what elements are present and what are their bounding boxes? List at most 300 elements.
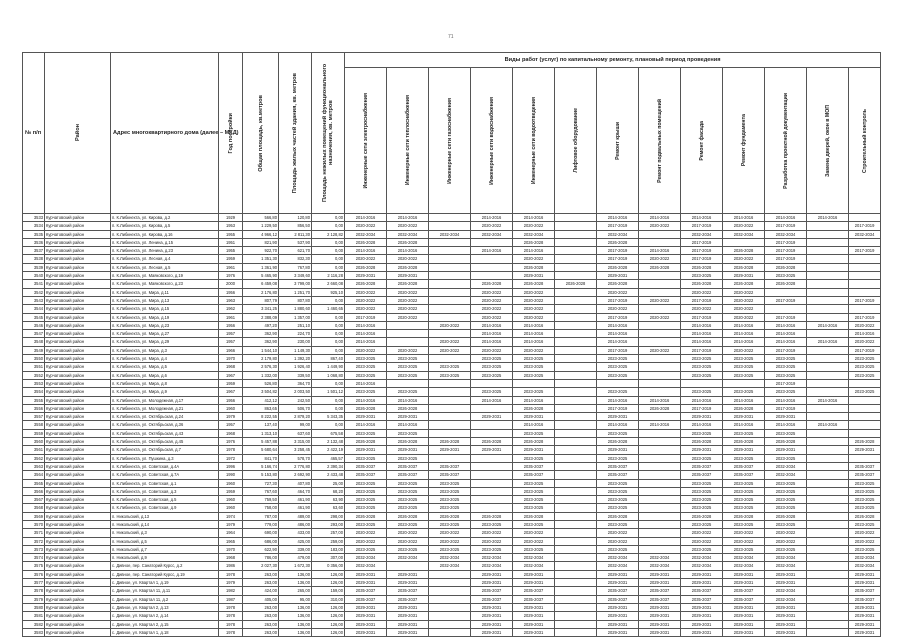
total-area-cell: 767,60: [243, 487, 279, 495]
work-period-cell: [429, 313, 471, 321]
work-period-cell: [807, 404, 849, 412]
living-area-cell: 479,00: [279, 554, 312, 562]
work-period-cell: 2026-2028: [681, 438, 723, 446]
district-cell: Курчатовский район: [45, 612, 111, 620]
capital-repair-table: [22, 52, 881, 637]
work-period-cell: [429, 570, 471, 578]
year-cell: 1959: [219, 255, 243, 263]
work-period-cell: 2029-2031: [471, 620, 513, 628]
total-area-cell: 566,80: [243, 214, 279, 222]
work-period-cell: 2026-2028: [345, 238, 387, 246]
work-period-cell: [471, 421, 513, 429]
row-number: 3560: [23, 438, 45, 446]
work-period-cell: 2032-2034: [723, 230, 765, 238]
work-period-cell: [555, 562, 597, 570]
work-period-cell: [807, 587, 849, 595]
living-area-cell: 3 258,45: [279, 446, 312, 454]
work-period-cell: 2035-2037: [849, 595, 881, 603]
work-period-cell: 2020-2022: [345, 529, 387, 537]
work-period-cell: [555, 288, 597, 296]
work-period-cell: 2017-2019: [597, 222, 639, 230]
row-number: 3573: [23, 545, 45, 553]
living-area-cell: 242,50: [279, 396, 312, 404]
work-period-cell: 2029-2031: [345, 272, 387, 280]
work-period-cell: 2029-2031: [387, 446, 429, 454]
work-period-cell: [807, 454, 849, 462]
work-period-cell: [555, 595, 597, 603]
nonliving-area-cell: 1 501,12: [312, 388, 345, 396]
work-period-cell: 2023-2025: [513, 363, 555, 371]
nonliving-area-cell: 0,00: [312, 255, 345, 263]
work-period-cell: 2023-2025: [681, 371, 723, 379]
work-period-cell: 2023-2025: [429, 371, 471, 379]
work-period-cell: [555, 313, 597, 321]
year-cell: 1960: [219, 504, 243, 512]
work-period-cell: [849, 272, 881, 280]
work-period-cell: [807, 471, 849, 479]
work-period-cell: 2035-2037: [681, 587, 723, 595]
nonliving-area-cell: 0,00: [312, 247, 345, 255]
district-cell: Курчатовский район: [45, 496, 111, 504]
work-period-cell: [807, 620, 849, 628]
work-period-cell: 2020-2022: [471, 537, 513, 545]
work-period-cell: 2017-2019: [849, 313, 881, 321]
nonliving-area-cell: 126,00: [312, 603, 345, 611]
work-period-cell: [807, 305, 849, 313]
work-period-cell: 2026-2028: [429, 512, 471, 520]
work-period-cell: 2023-2025: [387, 454, 429, 462]
work-period-cell: 2035-2037: [597, 471, 639, 479]
header-work-5: Лифтовое оборудование: [555, 68, 597, 214]
work-period-cell: 2029-2031: [681, 620, 723, 628]
work-period-cell: 2032-2034: [639, 554, 681, 562]
work-period-cell: 2020-2022: [639, 346, 681, 354]
work-period-cell: [429, 595, 471, 603]
year-cell: 1982: [219, 587, 243, 595]
work-period-cell: 2032-2034: [681, 562, 723, 570]
total-area-cell: 6 459,08: [243, 280, 279, 288]
work-period-cell: 2029-2031: [471, 612, 513, 620]
work-period-cell: 2026-2028: [597, 438, 639, 446]
nonliving-area-cell: 126,00: [312, 579, 345, 587]
work-period-cell: 2020-2022: [387, 296, 429, 304]
work-period-cell: [387, 330, 429, 338]
total-area-cell: 424,00: [243, 587, 279, 595]
table-row: [23, 280, 881, 288]
work-period-cell: 2023-2025: [765, 388, 807, 396]
work-period-cell: 2020-2022: [723, 313, 765, 321]
work-period-cell: [723, 379, 765, 387]
year-cell: 1951: [219, 238, 243, 246]
work-period-cell: 2020-2022: [345, 222, 387, 230]
work-period-cell: 2020-2022: [471, 305, 513, 313]
row-number: 3543: [23, 296, 45, 304]
total-area-cell: 362,90: [243, 330, 279, 338]
address-cell: п. К.Либкнехта, ул. Мира, д.3: [111, 346, 219, 354]
year-cell: 1964: [219, 529, 243, 537]
work-period-cell: 2020-2022: [387, 222, 429, 230]
work-period-cell: 2026-2028: [723, 280, 765, 288]
table-row: [23, 620, 881, 628]
address-cell: п. К.Либкнехта, ул. Мира, д.5: [111, 363, 219, 371]
table-row: [23, 379, 881, 387]
year-cell: 1979: [219, 579, 243, 587]
nonliving-area-cell: 0 356,00: [312, 562, 345, 570]
work-period-cell: 2020-2022: [471, 296, 513, 304]
work-period-cell: 2026-2028: [513, 404, 555, 412]
work-period-cell: 2032-2034: [765, 554, 807, 562]
work-period-cell: [555, 214, 597, 222]
work-period-cell: 2026-2028: [723, 263, 765, 271]
work-period-cell: 2026-2028: [765, 280, 807, 288]
work-period-cell: 2017-2019: [849, 222, 881, 230]
work-period-cell: 2029-2031: [345, 413, 387, 421]
work-period-cell: [639, 230, 681, 238]
year-cell: 1978: [219, 446, 243, 454]
address-cell: п. К.Либкнехта, ул. Советская, д.9: [111, 504, 219, 512]
address-cell: п. К.Либкнехта, ул. Лесная, д.5: [111, 263, 219, 271]
work-period-cell: 2023-2025: [849, 371, 881, 379]
header-work-6: Ремонт крыши: [597, 68, 639, 214]
work-period-cell: [555, 603, 597, 611]
work-period-cell: [429, 214, 471, 222]
work-period-cell: [639, 529, 681, 537]
total-area-cell: 3 504,82: [243, 388, 279, 396]
row-number: 3548: [23, 338, 45, 346]
row-number: 3580: [23, 603, 45, 611]
work-period-cell: 2026-2028: [639, 263, 681, 271]
work-period-cell: 2029-2031: [597, 579, 639, 587]
work-period-cell: 2014-2016: [345, 214, 387, 222]
living-area-cell: 265,00: [279, 587, 312, 595]
district-cell: Курчатовский район: [45, 388, 111, 396]
work-period-cell: 2035-2037: [849, 587, 881, 595]
row-number: 3533: [23, 214, 45, 222]
work-period-cell: 2014-2016: [681, 338, 723, 346]
year-cell: 1987: [219, 595, 243, 603]
work-period-cell: 2014-2016: [639, 214, 681, 222]
work-period-cell: 2017-2019: [681, 247, 723, 255]
work-period-cell: 2029-2031: [681, 612, 723, 620]
work-period-cell: 2029-2031: [765, 603, 807, 611]
header-total-area: Общая площадь, кв.метров: [243, 53, 279, 214]
address-cell: п. К.Либкнехта, ул. Советская, д.3: [111, 487, 219, 495]
address-cell: п. К.Либкнехта, ул. Пушкина, д.3: [111, 454, 219, 462]
work-period-cell: [807, 545, 849, 553]
work-period-cell: 2020-2022: [471, 222, 513, 230]
work-period-cell: [429, 404, 471, 412]
work-period-cell: 2026-2028: [765, 512, 807, 520]
work-period-cell: 2014-2016: [807, 396, 849, 404]
header-living-area: Площадь жилых частей здания, кв. метров: [279, 53, 312, 214]
table-row: [23, 429, 881, 437]
nonliving-area-cell: 0,00: [312, 296, 345, 304]
work-period-cell: [555, 529, 597, 537]
row-number: 3539: [23, 263, 45, 271]
row-number: 3540: [23, 272, 45, 280]
work-period-cell: 2035-2037: [723, 471, 765, 479]
address-cell: п. Никольский, д.3: [111, 529, 219, 537]
work-period-cell: 2014-2016: [597, 330, 639, 338]
work-period-cell: [555, 462, 597, 470]
work-period-cell: 2014-2016: [471, 321, 513, 329]
work-period-cell: [807, 512, 849, 520]
work-period-cell: [807, 603, 849, 611]
work-period-cell: 2023-2025: [387, 355, 429, 363]
table-row: [23, 603, 881, 611]
work-period-cell: [555, 496, 597, 504]
work-period-cell: [471, 487, 513, 495]
work-period-cell: 2020-2022: [681, 305, 723, 313]
work-period-cell: [555, 587, 597, 595]
work-period-cell: 2026-2028: [723, 404, 765, 412]
header-address: Адрес многоквартирного дома (далее – МКД): [111, 53, 219, 214]
table-row: [23, 579, 881, 587]
work-period-cell: [555, 247, 597, 255]
table-row: [23, 446, 881, 454]
work-period-cell: 2014-2016: [597, 338, 639, 346]
total-area-cell: 1 313,10: [243, 429, 279, 437]
total-area-cell: 137,40: [243, 421, 279, 429]
row-number: 3579: [23, 595, 45, 603]
table-row: [23, 554, 881, 562]
work-period-cell: 2014-2016: [807, 421, 849, 429]
work-period-cell: 2014-2016: [471, 338, 513, 346]
work-period-cell: 2035-2037: [513, 595, 555, 603]
work-period-cell: 2017-2019: [681, 346, 723, 354]
work-period-cell: 2014-2016: [471, 214, 513, 222]
work-period-cell: 2029-2031: [849, 579, 881, 587]
work-period-cell: 2026-2028: [723, 512, 765, 520]
work-period-cell: [807, 529, 849, 537]
work-period-cell: 2029-2031: [513, 413, 555, 421]
work-period-cell: 2035-2037: [597, 462, 639, 470]
work-period-cell: 2014-2016: [471, 247, 513, 255]
work-period-cell: 2014-2016: [597, 214, 639, 222]
year-cell: 1962: [219, 305, 243, 313]
work-period-cell: [555, 338, 597, 346]
year-cell: 1957: [219, 338, 243, 346]
work-period-cell: 2026-2028: [849, 512, 881, 520]
row-number: 3552: [23, 371, 45, 379]
year-cell: 1963: [219, 296, 243, 304]
work-period-cell: 2020-2022: [723, 222, 765, 230]
work-period-cell: 2014-2016: [471, 396, 513, 404]
year-cell: 2000: [219, 280, 243, 288]
work-period-cell: 2023-2025: [513, 371, 555, 379]
work-period-cell: [639, 288, 681, 296]
work-period-cell: [555, 396, 597, 404]
work-period-cell: 2014-2016: [387, 247, 429, 255]
row-number: 3551: [23, 363, 45, 371]
year-cell: 1986: [219, 562, 243, 570]
table-row: [23, 537, 881, 545]
district-cell: Курчатовский район: [45, 396, 111, 404]
row-number: 3578: [23, 587, 45, 595]
total-area-cell: 263,00: [243, 628, 279, 636]
address-cell: с. Дивное, ул. Квартал 2, д.13: [111, 603, 219, 611]
work-period-cell: 2020-2022: [513, 537, 555, 545]
work-period-cell: 2029-2031: [849, 612, 881, 620]
work-period-cell: 2029-2031: [471, 446, 513, 454]
work-period-cell: 2032-2034: [345, 230, 387, 238]
work-period-cell: 2017-2019: [597, 346, 639, 354]
nonliving-area-cell: 0,00: [312, 214, 345, 222]
work-period-cell: [639, 238, 681, 246]
nonliving-area-cell: 126,00: [312, 620, 345, 628]
work-period-cell: 2020-2022: [639, 255, 681, 263]
work-period-cell: [555, 570, 597, 578]
total-area-cell: 263,00: [243, 579, 279, 587]
row-number: 3572: [23, 537, 45, 545]
work-period-cell: 2029-2031: [849, 620, 881, 628]
work-period-cell: 2023-2025: [765, 272, 807, 280]
total-area-cell: 807,79: [243, 296, 279, 304]
work-period-cell: 2032-2034: [681, 554, 723, 562]
work-period-cell: [555, 537, 597, 545]
work-period-cell: 2026-2028: [597, 263, 639, 271]
work-period-cell: 2014-2016: [765, 338, 807, 346]
table-row: [23, 438, 881, 446]
address-cell: п. К.Либкнехта, ул. Октябрьская, д.45: [111, 438, 219, 446]
table-row: [23, 346, 881, 354]
work-period-cell: [429, 222, 471, 230]
address-cell: п. К.Либкнехта, ул. Мира, д.11: [111, 288, 219, 296]
work-period-cell: 2032-2034: [597, 230, 639, 238]
nonliving-area-cell: 2 390,34: [312, 462, 345, 470]
row-number: 3575: [23, 562, 45, 570]
work-period-cell: 2020-2022: [765, 529, 807, 537]
year-cell: 1972: [219, 454, 243, 462]
work-period-cell: 2020-2022: [345, 288, 387, 296]
total-area-cell: 362,90: [243, 338, 279, 346]
work-period-cell: 2020-2022: [639, 313, 681, 321]
work-period-cell: 2032-2034: [639, 562, 681, 570]
work-period-cell: 2014-2016: [345, 421, 387, 429]
work-period-cell: 2023-2025: [681, 363, 723, 371]
work-period-cell: 2023-2025: [849, 545, 881, 553]
work-period-cell: [429, 587, 471, 595]
work-period-cell: [471, 263, 513, 271]
work-period-cell: [555, 371, 597, 379]
nonliving-area-cell: 2 433,48: [312, 471, 345, 479]
total-area-cell: 497,20: [243, 321, 279, 329]
work-period-cell: [429, 620, 471, 628]
work-period-cell: 2023-2025: [387, 363, 429, 371]
work-period-cell: 2023-2025: [387, 496, 429, 504]
table-row: [23, 462, 881, 470]
work-period-cell: 2023-2025: [723, 496, 765, 504]
work-period-cell: [849, 454, 881, 462]
work-period-cell: 2026-2028: [513, 438, 555, 446]
table-row: [23, 595, 881, 603]
district-cell: Курчатовский район: [45, 512, 111, 520]
work-period-cell: 2017-2019: [765, 313, 807, 321]
repair-schedule-table: [22, 52, 881, 637]
work-period-cell: [639, 487, 681, 495]
district-cell: Курчатовский район: [45, 305, 111, 313]
work-period-cell: 2023-2025: [597, 479, 639, 487]
living-area-cell: 486,00: [279, 520, 312, 528]
work-period-cell: 2023-2025: [513, 496, 555, 504]
work-period-cell: [807, 479, 849, 487]
nonliving-area-cell: 0,00: [312, 238, 345, 246]
work-period-cell: 2014-2016: [639, 396, 681, 404]
address-cell: с. Дивное, пер. Санаторий Курсс, д.2: [111, 562, 219, 570]
total-area-cell: 759,50: [243, 496, 279, 504]
living-area-cell: 1 149,30: [279, 346, 312, 354]
header-work-7: Ремонт подвальных помещений: [639, 68, 681, 214]
work-period-cell: 2023-2025: [597, 363, 639, 371]
work-period-cell: 2029-2031: [345, 612, 387, 620]
work-period-cell: [807, 288, 849, 296]
address-cell: с. Дивное, пер. Санаторий Курсс, д.19: [111, 570, 219, 578]
work-period-cell: 2023-2025: [723, 520, 765, 528]
work-period-cell: 2023-2025: [597, 520, 639, 528]
work-period-cell: 2029-2031: [345, 579, 387, 587]
work-period-cell: 2029-2031: [723, 272, 765, 280]
work-period-cell: 2035-2037: [681, 471, 723, 479]
work-period-cell: 2020-2022: [345, 346, 387, 354]
work-period-cell: 2029-2031: [639, 579, 681, 587]
work-period-cell: 2023-2025: [345, 371, 387, 379]
work-period-cell: [555, 255, 597, 263]
work-period-cell: [387, 338, 429, 346]
year-cell: 1979: [219, 413, 243, 421]
year-cell: 1955: [219, 230, 243, 238]
work-period-cell: 2035-2037: [429, 462, 471, 470]
address-cell: с. Дивное, ул. Квартал 1, д.19: [111, 579, 219, 587]
district-cell: Курчатовский район: [45, 255, 111, 263]
work-period-cell: 2023-2025: [597, 388, 639, 396]
total-area-cell: 263,00: [243, 570, 279, 578]
work-period-cell: 2014-2016: [513, 330, 555, 338]
work-period-cell: 2023-2025: [471, 545, 513, 553]
work-period-cell: [849, 413, 881, 421]
address-cell: п. К.Либкнехта, ул. Кирова, д.2: [111, 214, 219, 222]
row-number: 3537: [23, 247, 45, 255]
work-period-cell: 2017-2019: [345, 313, 387, 321]
work-period-cell: 2035-2037: [387, 471, 429, 479]
work-period-cell: 2017-2019: [597, 247, 639, 255]
table-row: [23, 214, 881, 222]
header-work-8: Ремонт фасада: [681, 68, 723, 214]
year-cell: 1966: [219, 346, 243, 354]
row-number: 3544: [23, 305, 45, 313]
row-number: 3546: [23, 321, 45, 329]
district-cell: Курчатовский район: [45, 462, 111, 470]
living-area-cell: 136,00: [279, 612, 312, 620]
nonliving-area-cell: 126,00: [312, 628, 345, 636]
nonliving-area-cell: 1 460,65: [312, 305, 345, 313]
nonliving-area-cell: 63,60: [312, 504, 345, 512]
work-period-cell: 2023-2025: [513, 454, 555, 462]
work-period-cell: 2023-2025: [597, 487, 639, 495]
work-period-cell: 2026-2028: [597, 238, 639, 246]
year-cell: 1976: [219, 272, 243, 280]
total-area-cell: 758,00: [243, 504, 279, 512]
work-period-cell: 2023-2025: [765, 520, 807, 528]
work-period-cell: 2029-2031: [723, 612, 765, 620]
table-row: [23, 305, 881, 313]
nonliving-area-cell: 159,00: [312, 587, 345, 595]
row-number: 3536: [23, 238, 45, 246]
work-period-cell: 2023-2025: [597, 496, 639, 504]
living-area-cell: 807,80: [279, 296, 312, 304]
work-period-cell: 2026-2028: [471, 280, 513, 288]
work-period-cell: 2023-2025: [597, 545, 639, 553]
work-period-cell: 2020-2022: [597, 288, 639, 296]
